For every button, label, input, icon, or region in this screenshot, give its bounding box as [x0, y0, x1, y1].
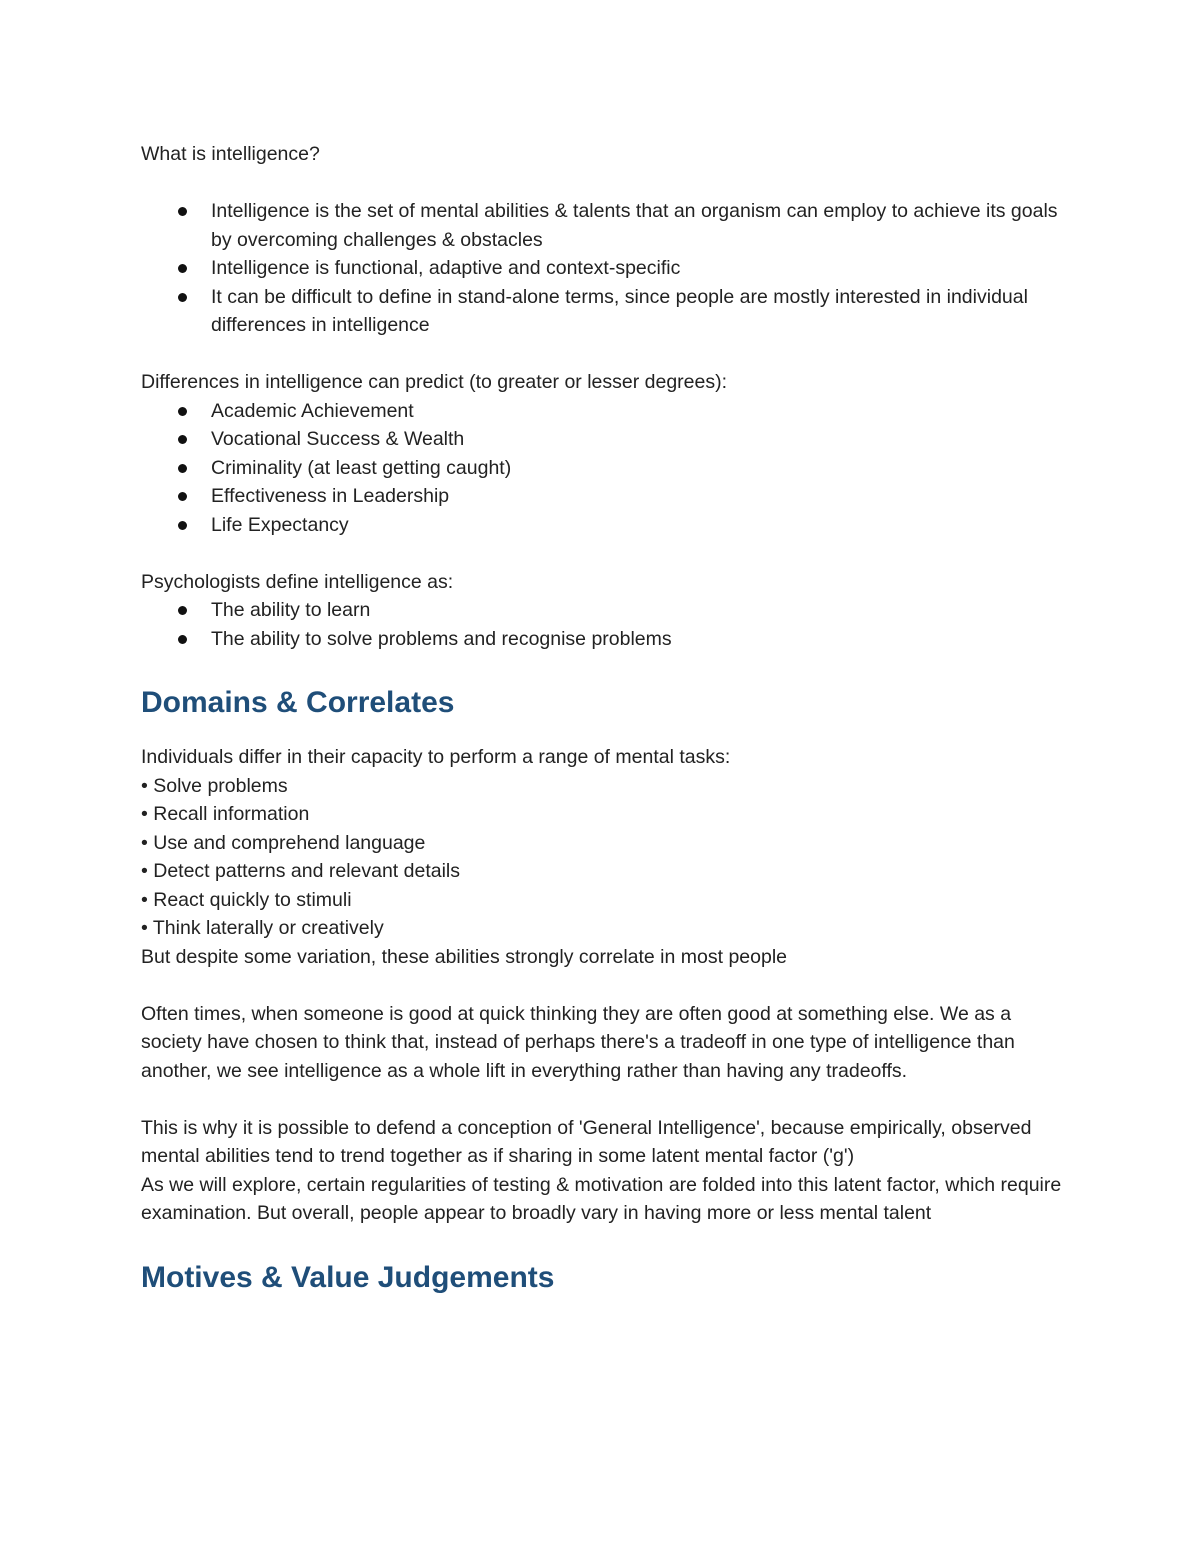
- spacer: [141, 723, 1071, 743]
- task-line: • Solve problems: [141, 774, 288, 797]
- task-line: • Detect patterns and relevant details: [141, 860, 461, 882]
- list-item: Vocational Success & Wealth: [211, 425, 1071, 454]
- bullet-dot-icon: [178, 264, 187, 273]
- list-item: The ability to learn: [211, 596, 1071, 625]
- spacer: [141, 169, 1071, 198]
- task-line: • React quickly to stimuli: [141, 888, 352, 911]
- predictions-bullet-list: [141, 397, 1071, 540]
- predictions-intro: Differences in intelligence can predict (to greater or lesser degrees):: [141, 371, 728, 393]
- heading-motives-value-judgements: Motives & Value Judgements: [141, 1260, 555, 1294]
- psychologists-intro: Psychologists define intelligence as:: [141, 570, 454, 593]
- list-item: It can be difficult to define in stand-alone terms, since people are mostly interested in individual differences in intelligence: [211, 283, 1071, 340]
- bullet-dot-icon: [178, 606, 187, 615]
- task-line: • Use and comprehend language: [141, 831, 426, 854]
- task-line: • Think laterally or creatively: [141, 917, 384, 939]
- document-page: [141, 140, 1071, 1298]
- question-what-is-intelligence: What is intelligence?: [141, 143, 320, 165]
- spacer: [141, 653, 1071, 683]
- bullet-dot-icon: [178, 207, 187, 216]
- heading-domains-correlates: Domains & Correlates: [141, 686, 455, 719]
- domains-conclusion: But despite some variation, these abilities strongly correlate in most people: [141, 945, 788, 968]
- list-item: Criminality (at least getting caught): [211, 454, 1071, 483]
- domains-intro: Individuals differ in their capacity to perform a range of mental tasks:: [141, 746, 731, 768]
- psychologists-bullet-list: [141, 596, 1071, 653]
- task-line: • Recall information: [141, 803, 310, 825]
- list-item: Academic Achievement: [211, 397, 1071, 426]
- bullet-dot-icon: [178, 407, 187, 416]
- bullet-dot-icon: [178, 464, 187, 473]
- bullet-dot-icon: [178, 492, 187, 501]
- bullet-dot-icon: [178, 293, 187, 302]
- spacer: [141, 539, 1071, 568]
- spacer: [141, 1228, 1071, 1258]
- bullet-dot-icon: [178, 435, 187, 444]
- paragraph-latent-factor: As we will explore, certain regularities of testing & motivation are folded into this latent factor, which require examination. But overall, people appear to broadly vary in having more or less mental talent: [141, 1173, 1062, 1224]
- spacer: [141, 971, 1071, 1000]
- spacer: [141, 340, 1071, 369]
- list-item: Intelligence is functional, adaptive and context-specific: [211, 254, 1071, 283]
- bullet-dot-icon: [178, 635, 187, 644]
- paragraph-general-intelligence: This is why it is possible to defend a conception of 'General Intelligence', because empirically, observed mental abilities tend to trend together as if sharing in some latent mental factor ('g'): [141, 1116, 1032, 1167]
- spacer: [141, 1085, 1071, 1114]
- list-item: Intelligence is the set of mental abilities & talents that an organism can employ to achieve its goals by overcoming challenges & obstacles: [211, 197, 1071, 254]
- list-item: Life Expectancy: [211, 511, 1071, 540]
- list-item: The ability to solve problems and recognise problems: [211, 625, 1071, 654]
- bullet-dot-icon: [178, 521, 187, 530]
- list-item: Effectiveness in Leadership: [211, 482, 1071, 511]
- definition-bullet-list: [141, 197, 1071, 340]
- paragraph-quick-thinking: Often times, when someone is good at quick thinking they are often good at something else. We as a society have chosen to think that, instead of perhaps there's a tradeoff in one type of intelligence than another, we see intelligence as a whole lift in everything rather than having any tradeoffs.: [141, 1002, 1015, 1082]
